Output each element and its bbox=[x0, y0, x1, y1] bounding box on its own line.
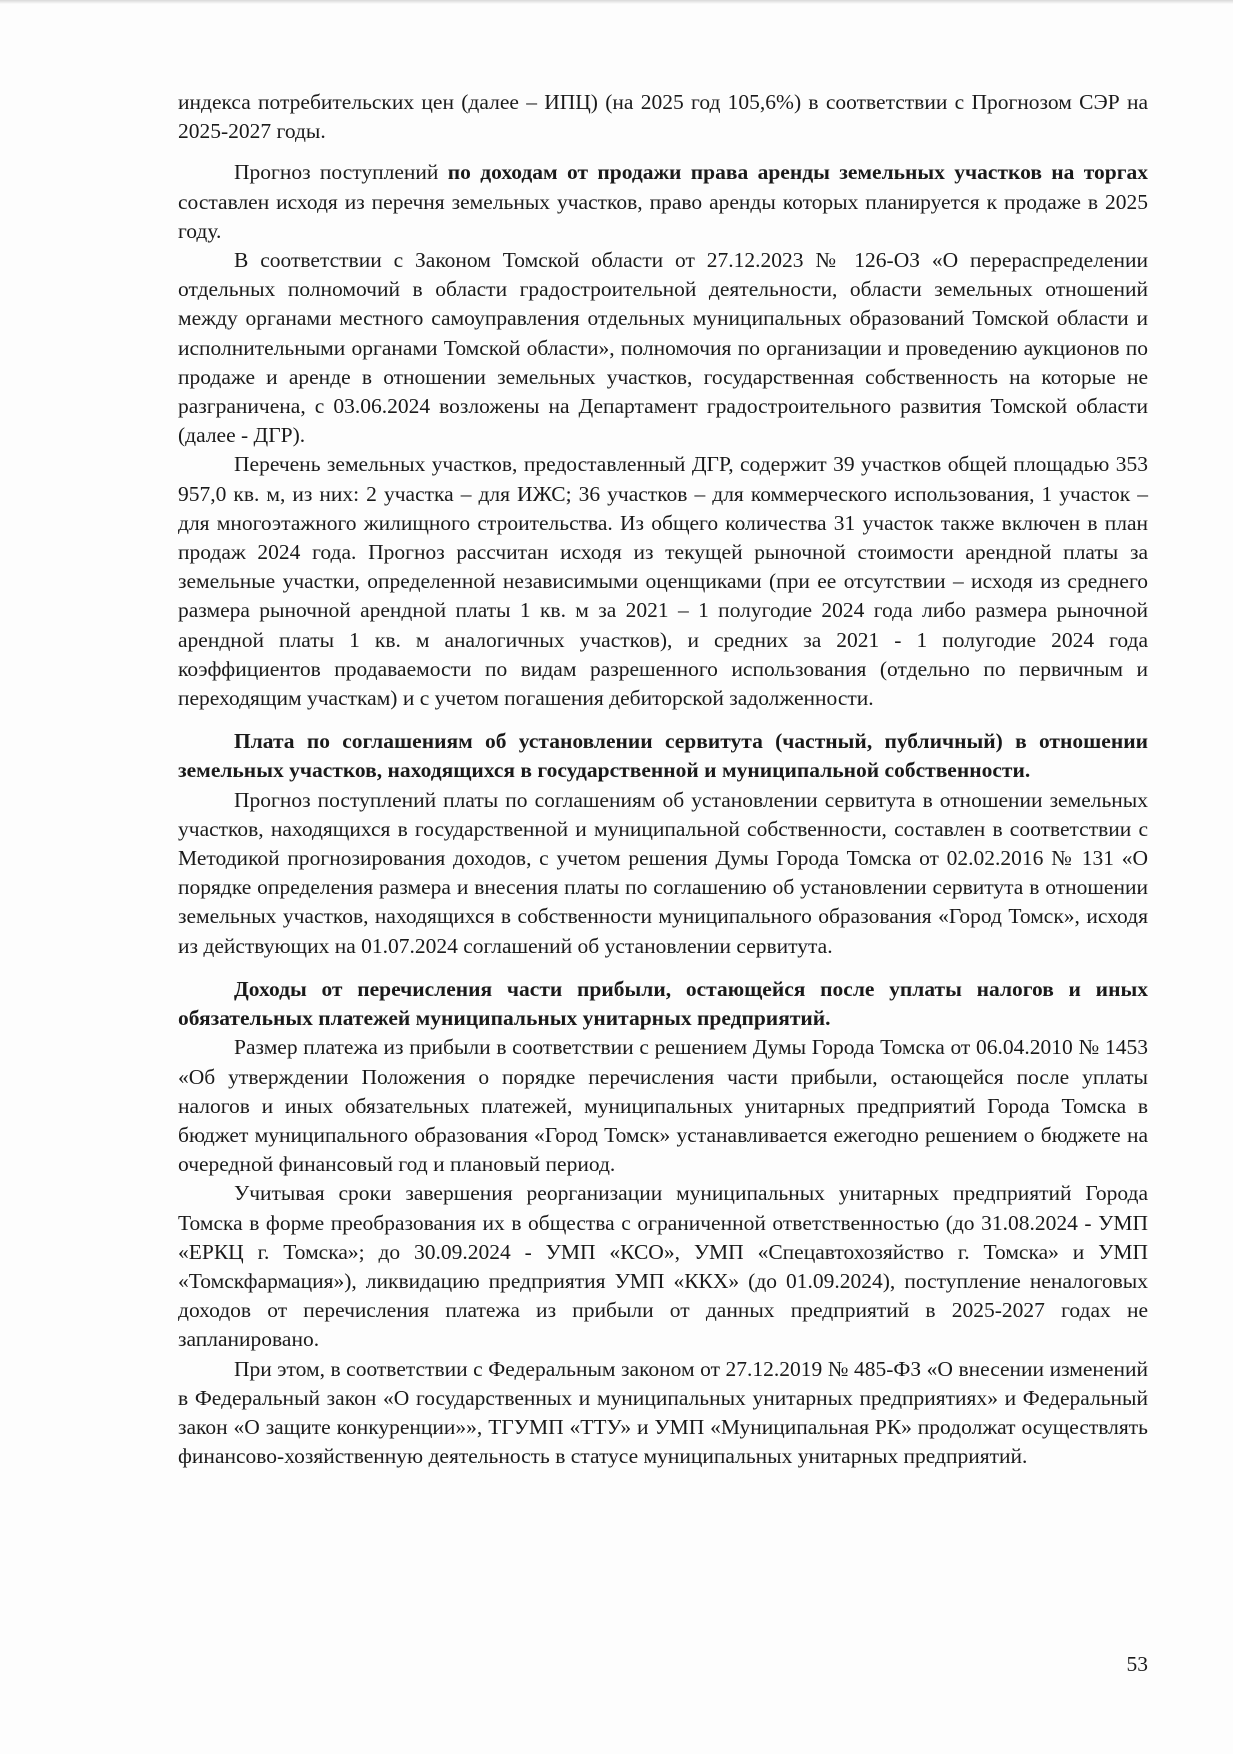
paragraph-servitude-forecast: Прогноз поступлений платы по соглашениям об установлении сервитута в отношении земельных участков, находящихся в государственной и муниципальной собственности, составлен в соответствии с Методикой прогнозирования доходов, с учетом решения Думы Города Томска от 02.02.2016 № 131 «О порядке определения размера и внесения платы по соглашению об установлении сервитута в отношении земельных участков, находящихся в собственности муниципального образования «Город Томск», исходя из действующих на 01.07.2024 соглашений об установлении сервитута. bbox=[178, 787, 1148, 958]
paragraph-land-list: Перечень земельных участков, предоставленный ДГР, содержит 39 участков общей площадью 353 957,0 кв. м, из них: 2 участка – для ИЖС; 36 участков – для коммерческого использования, 1 участок – для многоэтажного жилищного строительства. Из общего количества 31 участок также включен в план продаж 2024 года. Прогноз рассчитан исходя из текущей рыночной стоимости арендной платы за земельные участки, определенной независимыми оценщиками (при ее отсутствии – исходя из среднего размера рыночной арендной платы 1 кв. м за 2021 – 1 полугодие 2024 года либо размера рыночной арендной платы 1 кв. м аналогичных участков), и средних за 2021 - 1 полугодие 2024 года коэффициентов продаваемости по видам разрешенного использования (отдельно по первичным и переходящим участкам) и с учетом погашения дебиторской задолженности. bbox=[178, 452, 1148, 711]
paragraph-land-lease-bold: по доходам от продажи права аренды земельных участков на торгах bbox=[447, 160, 1148, 185]
paragraph-tomsk-law: В соответствии с Законом Томской области от 27.12.2023 № 126-ОЗ «О перераспределении отдельных полномочий в области градостроительной деятельности, области земельных отношений между органами местного самоуправления отдельных муниципальных образований Томской области и исполнительными органами Томской области», полномочия по организации и проведению аукционов по продаже и аренде в отношении земельных участков, государственная собственность на которые не разграничена, с 03.06.2024 возложены на Департамент градостроительного развития Томской области (далее - ДГР). bbox=[178, 248, 1148, 448]
paragraph-ipc-continuation: индекса потребительских цен (далее – ИПЦ) (на 2025 год 105,6%) в соответствии с Прогнозом СЭР на 2025-2027 годы. bbox=[178, 90, 1148, 144]
paragraph-profit-payment: Размер платежа из прибыли в соответствии с решением Думы Города Томска от 06.04.2010 № 1453 «Об утверждении Положения о порядке перечисления части прибыли, остающейся после уплаты налогов и иных обязательных платежей, муниципальных унитарных предприятий Города Томска в бюджет муниципального образования «Город Томск» устанавливается ежегодно решением о бюджете на очередной финансовый год и плановый период. bbox=[178, 1035, 1148, 1177]
scan-edge bbox=[0, 0, 1233, 4]
paragraph-reorganization: Учитывая сроки завершения реорганизации муниципальных унитарных предприятий Города Томска в форме преобразования их в общества с ограниченной ответственностью (до 31.08.2024 - УМП «ЕРКЦ г. Томска»; до 30.09.2024 - УМП «КСО», УМП «Спецавтохозяйство г. Томска» и УМП «Томскфармация»), ликвидацию предприятия УМП «ККХ» (до 01.09.2024), поступление неналоговых доходов от перечисления платежа из прибыли от данных предприятий в 2025-2027 годах не запланировано. bbox=[178, 1181, 1148, 1352]
document-body bbox=[178, 88, 1148, 1471]
paragraph-land-lease-rest: составлен исходя из перечня земельных участков, право аренды которых планируется к продаже в 2025 году. bbox=[178, 189, 1148, 243]
paragraph-land-lease-auction bbox=[178, 158, 1148, 246]
paragraph-federal-law: При этом, в соответствии с Федеральным законом от 27.12.2019 № 485-ФЗ «О внесении изменений в Федеральный закон «О государственных и муниципальных унитарных предприятиях» и Федеральный закон «О защите конкуренции»», ТГУМП «ТТУ» и УМП «Муниципальная РК» продолжат осуществлять финансово-хозяйственную деятельность в статусе муниципальных унитарных предприятий. bbox=[178, 1356, 1148, 1469]
heading-profit-transfer: Доходы от перечисления части прибыли, остающейся после уплаты налогов и иных обязательных платежей муниципальных унитарных предприятий. bbox=[178, 976, 1148, 1031]
heading-servitude: Плата по соглашениям об установлении сервитута (частный, публичный) в отношении земельных участков, находящихся в государственной и муниципальной собственности. bbox=[178, 729, 1148, 783]
paragraph-land-lease-intro: Прогноз поступлений bbox=[234, 160, 448, 185]
page-number: 53 bbox=[1126, 1652, 1148, 1676]
